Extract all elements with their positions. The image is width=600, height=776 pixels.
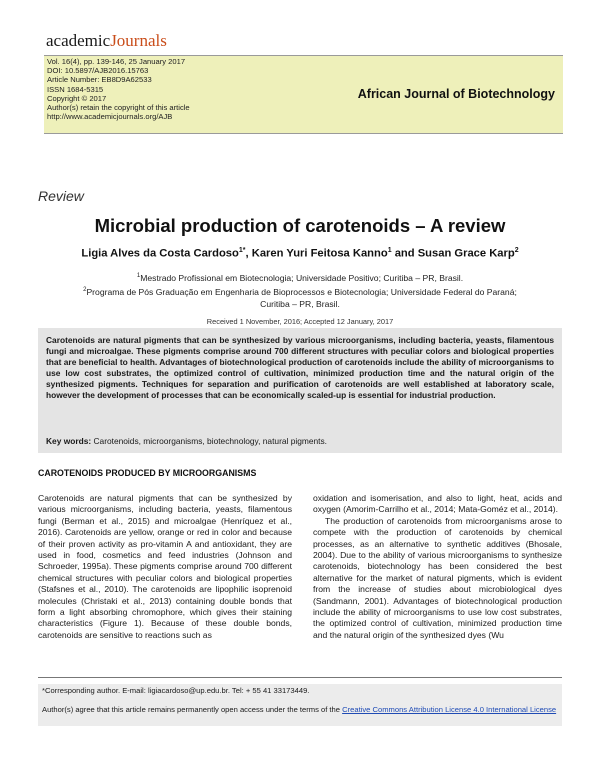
abstract-text: Carotenoids are natural pigments that can be synthesized by various microorganisms, including bacteria, yeasts, filamentous fungi and microalgae. These pigments comprise around 700 different structures with peculiar colors and biological properties that are beneficial to health. Advantages of biotechnological production of carotenoids include the ability of microorganisms to use low cost substrates, the optimized control of cultivation, minimized production time and the natural origin of the synthesized pigments. Techniques for separation and purification of carotenoids are well established at laboratory scale, however the development of processes that can be economically scaled-up is essential for industrial production. <box>46 335 554 400</box>
meta-volume: Vol. 16(4), pp. 139-146, 25 January 2017 <box>47 57 186 66</box>
author-list <box>0 247 600 260</box>
paragraph: The production of carotenoids from microorganisms arose to compete with the production of carotenoids by chemical processes, as an alternative to synthetic additives (Bhosale, 2004). Due to the ability of various microorganisms to synthesize carotenoids, biotechnology has been considered the best alternative for the market of natural pigments, which is evident from the increase of studies about microbiological dyes (Sandmann, 2001). Advantages of biotechnological production include the ability of microorganisms to use low cost substrates, the optimized control of cultivation, minimized production time and the natural origin of the synthesized dyes (Wu <box>313 515 562 640</box>
affiliation-2-cont: Curitiba – PR, Brasil. <box>260 298 340 309</box>
keywords-label: Key words: <box>46 436 92 446</box>
paragraph: oxidation and isomerisation, and also to light, heat, acids and oxygen (Amorim-Carrilho et al., 2014; Mata-Goméz et al., 2014). <box>313 493 562 515</box>
article-title: Microbial production of carotenoids – A review <box>94 215 506 236</box>
corresponding-author: *Corresponding author. E-mail: ligiacardoso@up.edu.br. Tel: + 55 41 33173449. <box>42 686 310 695</box>
body-column-left <box>38 493 292 641</box>
license-text: Author(s) agree that this article remains permanently open access under the terms of the <box>42 705 343 714</box>
body-column-right <box>313 493 562 641</box>
publisher-logo <box>46 31 167 51</box>
author-name: Susan Grace Karp <box>417 247 515 260</box>
keywords-text: Carotenoids, microorganisms, biotechnology, natural pigments. <box>93 436 328 446</box>
received-dates: Received 1 November, 2016; Accepted 12 January, 2017 <box>206 317 394 326</box>
journal-header <box>44 55 563 134</box>
meta-url[interactable]: http://www.academicjournals.org/AJB <box>47 112 173 122</box>
author-separator: , <box>245 247 252 260</box>
meta-issn: ISSN 1684-5315 <box>47 84 104 94</box>
meta-copyright: Copyright © 2017 <box>47 93 107 103</box>
meta-rights: Author(s) retain the copyright of this article <box>47 103 190 113</box>
license-link[interactable]: Creative Commons Attribution License 4.0 International License <box>342 705 557 714</box>
section-heading: CAROTENOIDS PRODUCED BY MICROORGANISMS <box>38 468 257 478</box>
author-name: Karen Yuri Feitosa Kanno <box>251 247 388 260</box>
corresponding-mark: * <box>242 247 246 254</box>
article-meta <box>47 57 190 121</box>
license-note <box>42 705 558 714</box>
keywords <box>46 436 327 446</box>
author-affil-sup: 2 <box>514 247 519 254</box>
footer-notes <box>38 684 562 726</box>
journal-name: African Journal of Biotechnology <box>357 87 555 101</box>
author-name: Ligia Alves da Costa Cardoso <box>81 247 239 260</box>
affiliation-1: $^1$Mestrado Profissional em Biotecnologia; Universidade Positivo; Curitiba – PR, Brasil. <box>136 272 464 283</box>
affiliation-2: $^2$Programa de Pós Graduação em Engenharia de Bioprocessos e Biotecnologia; Universidade Federal do Paraná; <box>83 286 517 297</box>
footer-divider <box>38 677 562 678</box>
paragraph: Carotenoids are natural pigments that can be synthesized by various microorganisms, including bacteria, yeasts, filamentous fungi (Berman et al., 2015) and microalgae (Henríquez et al., 2016). Carotenoids are yellow, orange or red in color and because of their proven activity as pro-vitamin A and antioxidant, they are used in food, cosmetics and feed industries (Johnson and Schroeder, 1995a). These pigments comprise around 700 different chemical structures with peculiar colors and biological properties (Stafsnes et al., 2010). The carotenoids are lipophilic isoprenoid molecules (Christaki et al., 2013) containing double bonds that form a light absorbing chromophore, which gives their staining characteristics (Figure 1). Because of these double bonds, carotenoids are sensitive to reactions such as <box>38 493 292 640</box>
author-affil-sup: 1 <box>238 247 243 254</box>
abstract-box <box>38 328 562 453</box>
author-separator: and <box>391 247 418 260</box>
meta-article-number: Article Number: EB8D9A62533 <box>47 75 152 85</box>
logo-part-1: academic <box>46 31 111 50</box>
affiliations <box>0 270 600 310</box>
article-type: Review <box>38 188 84 204</box>
author-affil-sup: 1 <box>387 247 392 254</box>
logo-part-2: Journals <box>110 31 167 50</box>
meta-doi: DOI: 10.5897/AJB2016.15763 <box>47 66 149 76</box>
